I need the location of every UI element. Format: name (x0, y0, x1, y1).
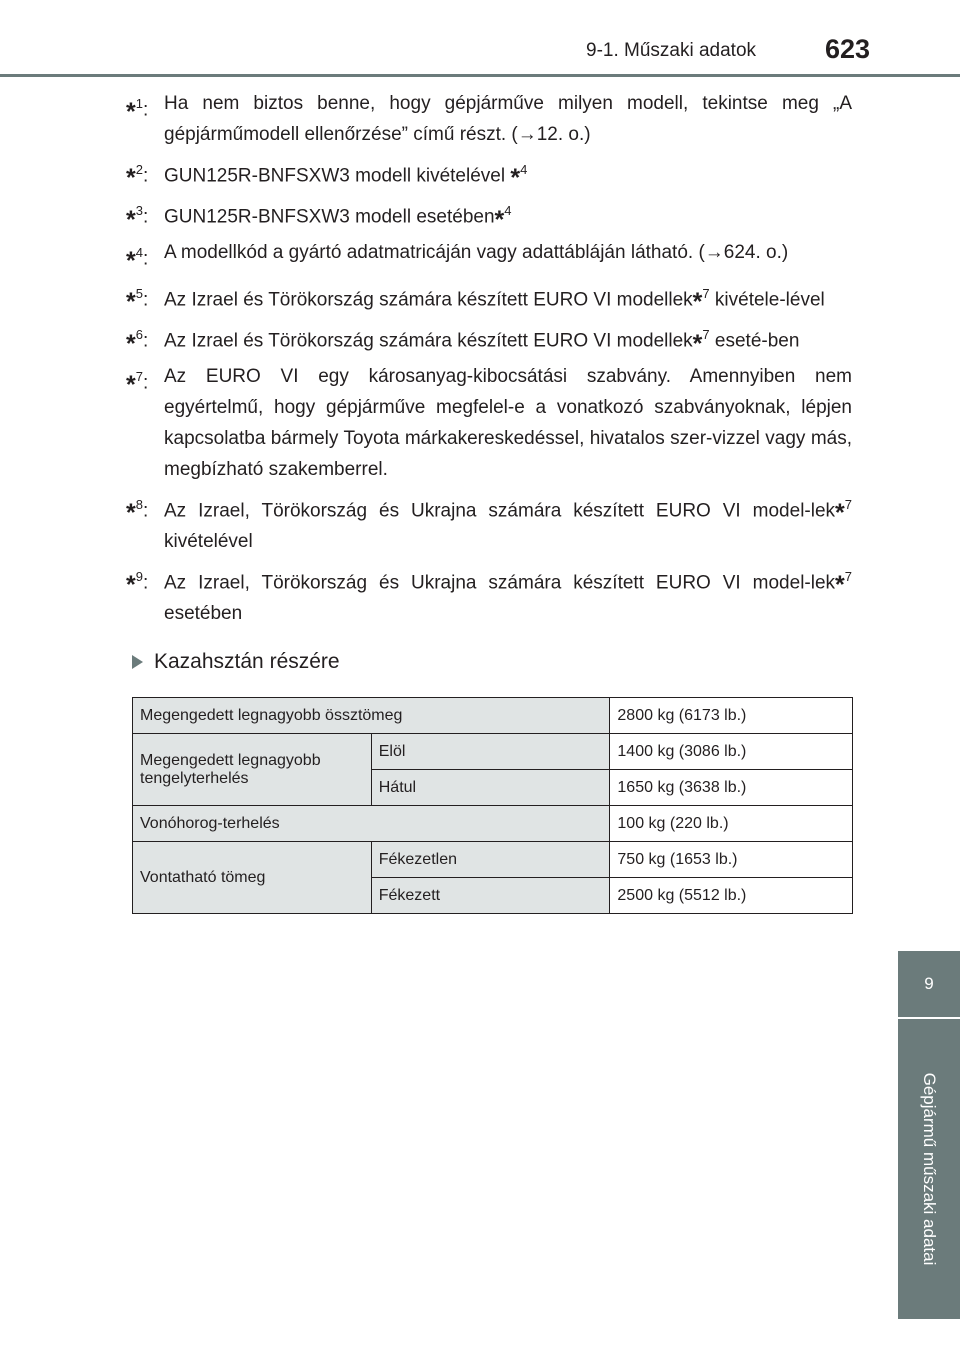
footnote (126, 237, 852, 274)
table-cell-label: Megengedett legnagyobb tengelyterhelés (133, 734, 372, 806)
table-cell-label: Elöl (371, 734, 610, 770)
footnote-text: Az Izrael és Törökország számára készített EURO VI modellek*$^7$ kivétele-lével (164, 285, 825, 317)
table-cell-value: 1400 kg (3086 lb.) (610, 734, 853, 770)
page-number: 623 (825, 34, 871, 64)
footnote-text: Ha nem biztos benne, hogy gépjárműve milyen modell, tekintse meg „A gépjárműmodell ellenőrzése” című részt. (→12. o.) (164, 93, 852, 145)
chapter-label-tab (898, 1019, 960, 1319)
table-row (133, 734, 853, 770)
section-heading-text: Kazahsztán részére (154, 650, 340, 673)
chapter-label: Gépjármű műszaki adatai (920, 1072, 939, 1266)
table-cell-value: 2500 kg (5512 lb.) (610, 878, 853, 914)
table-cell-label: Vonóhorog-terhelés (133, 806, 610, 842)
footnote (126, 88, 852, 150)
section-title: 9-1. Műszaki adatok (586, 40, 757, 61)
footnote-marker: *$^5$: (126, 285, 149, 317)
footnote-text: Az Izrael és Törökország számára készített EURO VI modellek*$^7$ eseté-ben (164, 327, 800, 358)
footnote-text: GUN125R-BNFSXW3 modell kivételével *$^4$ (164, 162, 528, 193)
footnote-marker: *$^4$: (126, 244, 149, 275)
footnote (126, 278, 852, 315)
footnote (126, 361, 852, 485)
triangle-bullet-icon (132, 655, 143, 669)
footnote (126, 561, 852, 629)
footnote-text: A modellkód a gyártó adatmatricáján vagy adattábláján látható. (→624. o.) (164, 241, 789, 263)
table-cell-label: Megengedett legnagyobb össztömeg (133, 698, 610, 734)
footnotes (126, 88, 852, 633)
table-row (133, 698, 853, 734)
footnote (126, 489, 852, 557)
table-row (133, 806, 853, 842)
chapter-number: 9 (924, 974, 934, 993)
footnote (126, 195, 852, 232)
table-cell-label: Fékezetlen (371, 842, 610, 878)
table-cell-label: Fékezett (371, 878, 610, 914)
footnote-marker: *$^8$: (126, 496, 149, 527)
footnote-marker: *$^1$: (126, 96, 149, 127)
weight-spec-table (132, 697, 853, 914)
footnote-marker: *$^2$: (126, 162, 149, 193)
footnote (126, 154, 852, 191)
table-cell-value: 100 kg (220 lb.) (610, 806, 853, 842)
table-cell-value: 2800 kg (6173 lb.) (610, 698, 853, 734)
footnote-marker: *$^6$: (126, 327, 149, 358)
chapter-number-tab (898, 951, 960, 1017)
section-heading (132, 650, 340, 674)
footnote-text: Az Izrael, Törökország és Ukrajna számára készített EURO VI model-lek*$^7$ esetében (164, 568, 852, 625)
table-cell-label: Vontatható tömeg (133, 842, 372, 914)
footnote-marker: *$^7$: (126, 368, 149, 399)
table-cell-value: 1650 kg (3638 lb.) (610, 770, 853, 806)
footnote-marker: *$^3$: (126, 203, 149, 234)
table-cell-label: Hátul (371, 770, 610, 806)
footnote (126, 319, 852, 356)
footnote-text: GUN125R-BNFSXW3 modell esetében*$^4$ (164, 203, 512, 234)
footnote-text: Az Izrael, Törökország és Ukrajna számára készített EURO VI model-lek*$^7$ kivételével (164, 496, 852, 552)
footnote-marker: *$^9$: (126, 568, 149, 600)
footnote-text: Az EURO VI egy károsanyag-kibocsátási szabvány. Amennyiben nem egyértelmű, hogy gépjárműve megfelel-e a vonatkozó szabványoknak, lépjen kapcsolatba bármely Toyota márkakereskedéssel, hivatalos szer-vizzel vagy más, megbízható szakemberrel. (164, 365, 852, 480)
header-rule (0, 74, 960, 77)
table-row (133, 842, 853, 878)
table-cell-value: 750 kg (1653 lb.) (610, 842, 853, 878)
